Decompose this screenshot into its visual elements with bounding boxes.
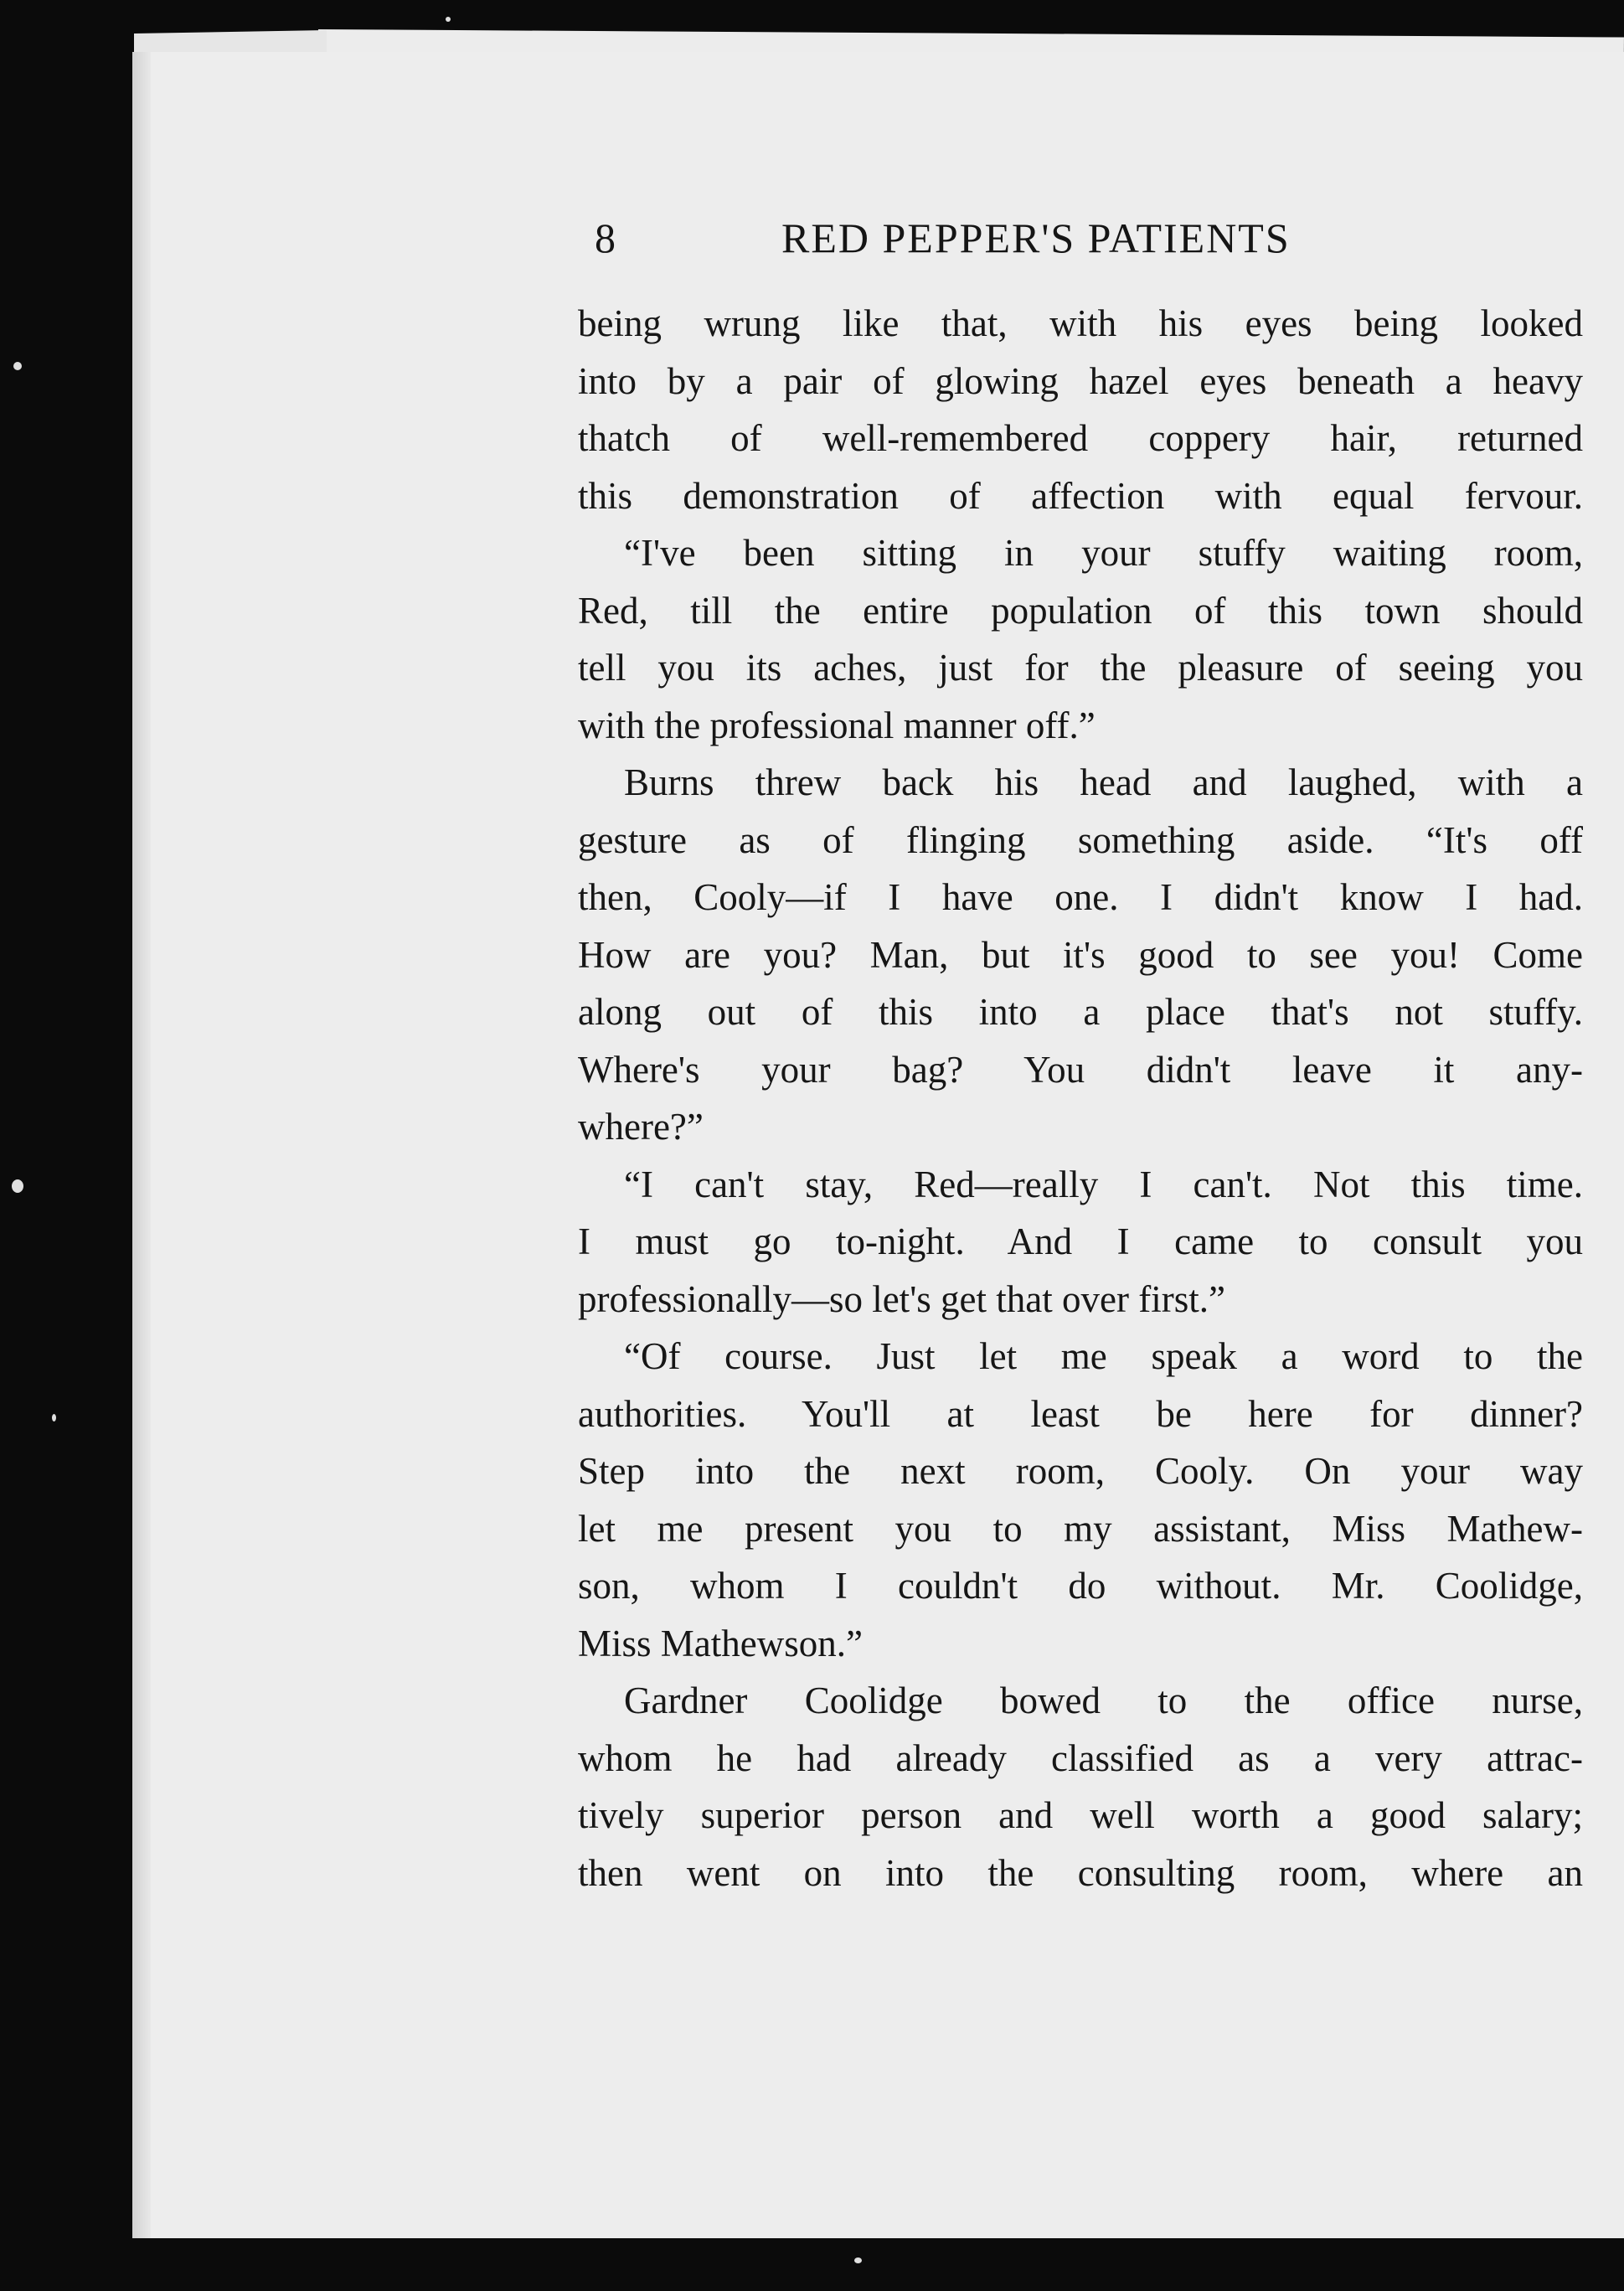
text-line: Burns threw back his head and laughed, with a: [624, 761, 1583, 803]
text-line: with the professional manner off.”: [578, 704, 1096, 746]
text-line: I must go to-night. And I came to consult you: [578, 1220, 1583, 1262]
dust-speck: [12, 1179, 23, 1193]
dust-speck: [52, 1414, 56, 1422]
text-line: tively superior person and well worth a good salary;: [578, 1794, 1583, 1836]
running-head: RED PEPPER'S PATIENTS: [781, 214, 1291, 261]
text-line: then went on into the consulting room, where an: [578, 1851, 1583, 1894]
text-line: tell you its aches, just for the pleasure of seeing you: [578, 647, 1583, 689]
text-line: Step into the next room, Cooly. On your way: [578, 1450, 1583, 1492]
dust-speck: [854, 2257, 862, 2263]
text-line: son, whom I couldn't do without. Mr. Coolidge,: [578, 1565, 1583, 1607]
text-line: “I can't stay, Red—really I can't. Not this time.: [624, 1163, 1583, 1205]
text-line: “Of course. Just let me speak a word to the: [624, 1335, 1583, 1377]
page-number: 8: [595, 214, 617, 261]
text-line: Gardner Coolidge bowed to the office nurse,: [624, 1680, 1583, 1721]
text-line: then, Cooly—if I have one. I didn't know I had.: [578, 876, 1583, 918]
text-line: How are you? Man, but it's good to see you! Come: [578, 933, 1583, 976]
text-line: gesture as of flinging something aside. “It's off: [578, 818, 1583, 861]
text-line: where?”: [578, 1106, 704, 1148]
text-line: being wrung like that, with his eyes being looked: [578, 302, 1583, 344]
dust-speck: [13, 362, 22, 370]
dust-speck: [446, 17, 451, 22]
text-line: Miss Mathewson.”: [578, 1622, 863, 1664]
text-line: into by a pair of glowing hazel eyes beneath a heavy: [578, 359, 1583, 402]
scan-fade: [578, 1897, 1583, 1922]
text-line: Red, till the entire population of this town should: [578, 589, 1583, 632]
page-gutter: [132, 52, 151, 2238]
text-line: this demonstration of affection with equal fervour.: [578, 474, 1583, 517]
text-line: whom he had already classified as a very attrac-: [578, 1736, 1583, 1779]
text-line: professionally—so let's get that over first.”: [578, 1277, 1225, 1320]
text-line: let me present you to my assistant, Miss Mathew-: [578, 1507, 1583, 1550]
text-line: Where's your bag? You didn't leave it any-: [578, 1048, 1583, 1091]
text-line: thatch of well-remembered coppery hair, returned: [578, 417, 1583, 459]
text-line: authorities. You'll at least be here for dinner?: [578, 1392, 1583, 1435]
page-header: [586, 214, 1424, 272]
text-line: “I've been sitting in your stuffy waiting room,: [624, 532, 1583, 574]
body-text: [578, 295, 1583, 1901]
text-line: along out of this into a place that's not stuffy.: [578, 991, 1583, 1033]
